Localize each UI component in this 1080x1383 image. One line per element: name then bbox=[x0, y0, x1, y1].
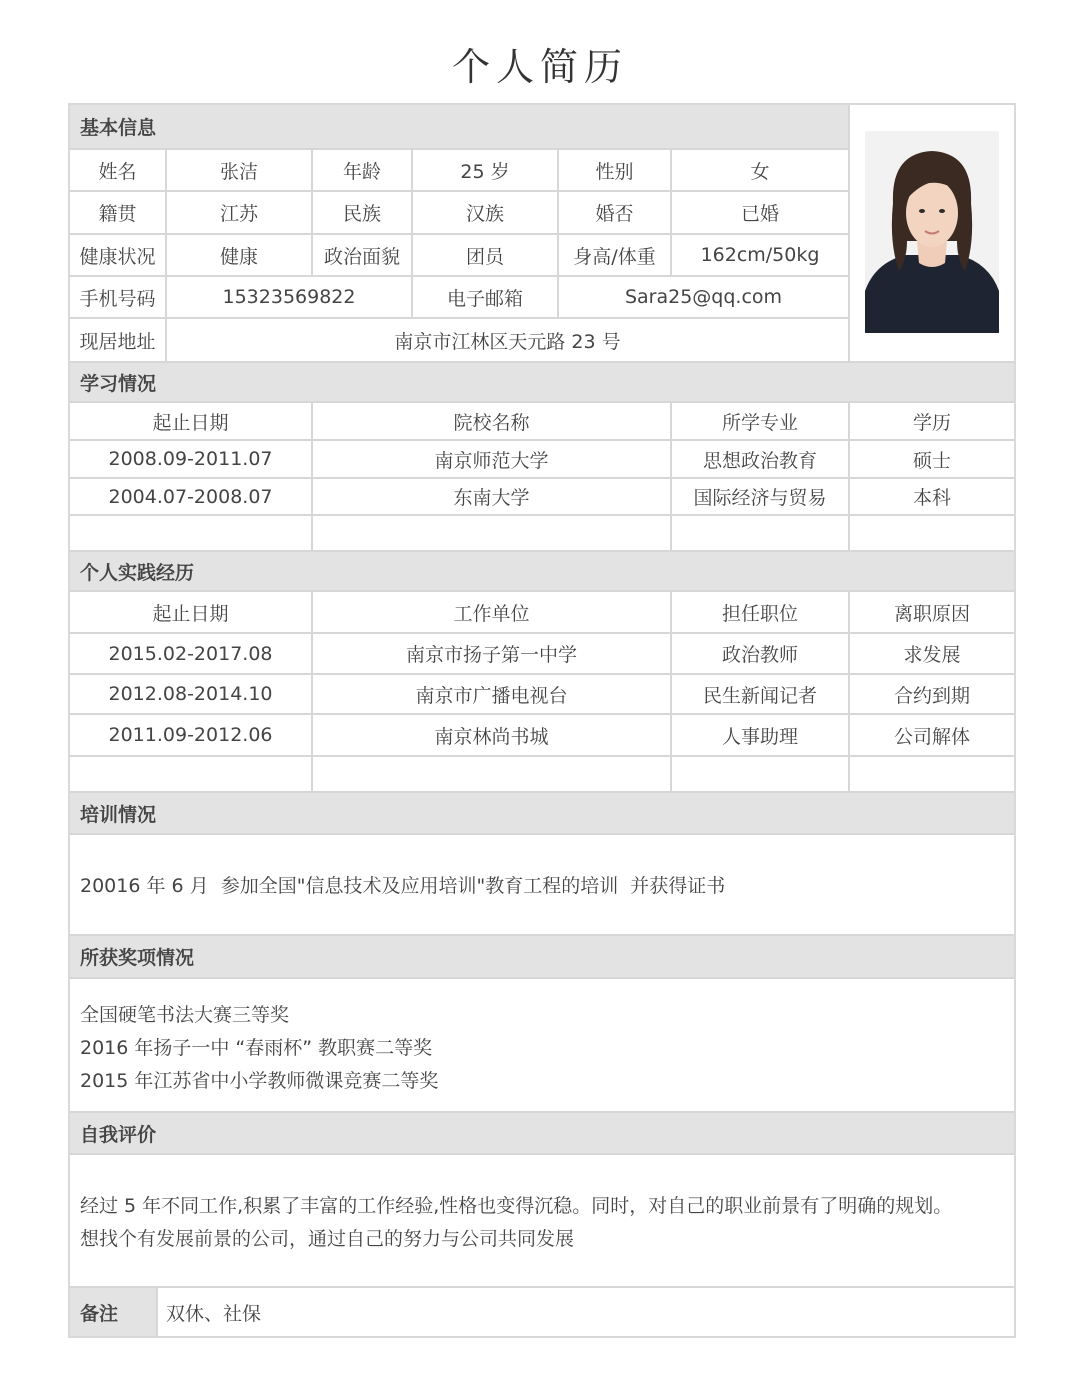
label-health: 健康状况 bbox=[70, 235, 165, 275]
exp-row-employer bbox=[313, 757, 670, 791]
label-email: 电子邮箱 bbox=[413, 277, 557, 317]
value-marital: 已婚 bbox=[672, 192, 848, 233]
exp-row-dates: 2015.02-2017.08 bbox=[70, 634, 311, 673]
label-age: 年龄 bbox=[313, 150, 411, 190]
label-hometown: 籍贯 bbox=[70, 192, 165, 233]
awards-list bbox=[70, 979, 1014, 1111]
label-address: 现居地址 bbox=[70, 319, 165, 361]
page-title: 个人简历 bbox=[451, 45, 628, 89]
value-health: 健康 bbox=[167, 235, 311, 275]
section-education: 学习情况 bbox=[70, 363, 1014, 401]
edu-row-degree: 本科 bbox=[850, 479, 1014, 514]
exp-row-position: 民生新闻记者 bbox=[672, 675, 848, 713]
exp-header-position: 担任职位 bbox=[672, 592, 848, 632]
profile-photo bbox=[865, 131, 999, 333]
exp-row-reason: 合约到期 bbox=[850, 675, 1014, 713]
edu-header-major: 所学专业 bbox=[672, 403, 848, 439]
exp-header-reason: 离职原因 bbox=[850, 592, 1014, 632]
value-ethnicity: 汉族 bbox=[413, 192, 557, 233]
edu-row-major: 思想政治教育 bbox=[672, 441, 848, 477]
self-eval-line: 经过 5 年不同工作,积累了丰富的工作经验,性格也变得沉稳。同时，对自己的职业前景有了明确的规划。 bbox=[80, 1195, 953, 1217]
label-height-weight: 身高/体重 bbox=[559, 235, 670, 275]
award-item: 2015 年江苏省中小学教师微课竞赛二等奖 bbox=[80, 1070, 439, 1092]
label-ethnicity: 民族 bbox=[313, 192, 411, 233]
remarks-label: 备注 bbox=[70, 1288, 156, 1336]
self-evaluation-content bbox=[70, 1155, 1014, 1286]
exp-row-position bbox=[672, 757, 848, 791]
edu-row-degree bbox=[850, 516, 1014, 550]
edu-header-dates: 起止日期 bbox=[70, 403, 311, 439]
exp-row-dates: 2012.08-2014.10 bbox=[70, 675, 311, 713]
value-name: 张洁 bbox=[167, 150, 311, 190]
edu-row-degree: 硕士 bbox=[850, 441, 1014, 477]
label-political: 政治面貌 bbox=[313, 235, 411, 275]
exp-header-employer: 工作单位 bbox=[313, 592, 670, 632]
photo-area bbox=[850, 105, 1014, 361]
edu-row-school: 南京师范大学 bbox=[313, 441, 670, 477]
exp-row-position: 人事助理 bbox=[672, 715, 848, 755]
section-experience: 个人实践经历 bbox=[70, 552, 1014, 590]
section-basic-info: 基本信息 bbox=[70, 105, 848, 148]
training-content bbox=[70, 835, 1014, 934]
edu-row-dates: 2008.09-2011.07 bbox=[70, 441, 311, 477]
label-name: 姓名 bbox=[70, 150, 165, 190]
exp-row-dates: 2011.09-2012.06 bbox=[70, 715, 311, 755]
value-address: 南京市江林区天元路 23 号 bbox=[167, 319, 848, 361]
exp-row-position: 政治教师 bbox=[672, 634, 848, 673]
exp-row-reason: 求发展 bbox=[850, 634, 1014, 673]
award-item: 全国硬笔书法大赛三等奖 bbox=[80, 1004, 290, 1026]
edu-row-major: 国际经济与贸易 bbox=[672, 479, 848, 514]
exp-header-dates: 起止日期 bbox=[70, 592, 311, 632]
edu-row-major bbox=[672, 516, 848, 550]
resume-table bbox=[68, 103, 1016, 1338]
self-eval-line: 想找个有发展前景的公司，通过自己的努力与公司共同发展 bbox=[80, 1228, 575, 1250]
section-self-evaluation: 自我评价 bbox=[70, 1113, 1014, 1153]
edu-row-school bbox=[313, 516, 670, 550]
value-phone: 15323569822 bbox=[167, 277, 411, 317]
training-text: 20016 年 6 月 参加全国"信息技术及应用培训"教育工程的培训 并获得证书 bbox=[80, 875, 726, 897]
label-marital: 婚否 bbox=[559, 192, 670, 233]
edu-row-dates: 2004.07-2008.07 bbox=[70, 479, 311, 514]
value-email: Sara25@qq.com bbox=[559, 277, 848, 317]
exp-row-dates bbox=[70, 757, 311, 791]
value-age: 25 岁 bbox=[413, 150, 557, 190]
section-awards: 所获奖项情况 bbox=[70, 936, 1014, 977]
exp-row-employer: 南京市扬子第一中学 bbox=[313, 634, 670, 673]
edu-row-school: 东南大学 bbox=[313, 479, 670, 514]
value-gender: 女 bbox=[672, 150, 848, 190]
label-gender: 性别 bbox=[559, 150, 670, 190]
exp-row-reason bbox=[850, 757, 1014, 791]
edu-header-degree: 学历 bbox=[850, 403, 1014, 439]
value-height-weight: 162cm/50kg bbox=[672, 235, 848, 275]
label-phone: 手机号码 bbox=[70, 277, 165, 317]
exp-row-employer: 南京市广播电视台 bbox=[313, 675, 670, 713]
award-item: 2016 年扬子一中 “春雨杯” 教职赛二等奖 bbox=[80, 1037, 433, 1059]
exp-row-employer: 南京林尚书城 bbox=[313, 715, 670, 755]
remarks-value: 双休、社保 bbox=[158, 1288, 1014, 1336]
value-hometown: 江苏 bbox=[167, 192, 311, 233]
value-political: 团员 bbox=[413, 235, 557, 275]
section-training: 培训情况 bbox=[70, 793, 1014, 833]
exp-row-reason: 公司解体 bbox=[850, 715, 1014, 755]
edu-header-school: 院校名称 bbox=[313, 403, 670, 439]
edu-row-dates bbox=[70, 516, 311, 550]
